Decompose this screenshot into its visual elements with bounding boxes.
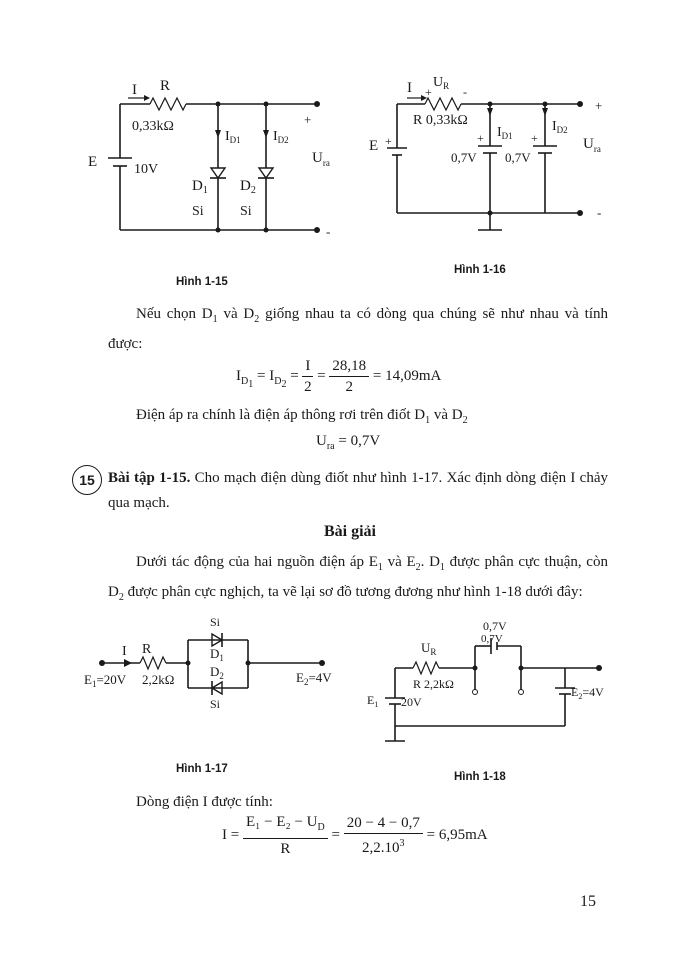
fig15-label-resistor: R (160, 78, 171, 94)
fig16-label-v2-plus: + (531, 131, 538, 145)
fig15-label-source: E (88, 154, 98, 170)
fig17-label-si-bot: Si (210, 697, 221, 711)
figure-1-17-circuit (84, 612, 353, 717)
fig17-label-d2: $D_2$ (210, 664, 224, 681)
figure-1-17-caption: Hình 1-17 (176, 763, 228, 775)
fig16-label-v1: 0,7V (451, 150, 477, 165)
fig18-label-resistor: R 2,2kΩ (413, 677, 454, 691)
fig15-label-minus: - (326, 224, 331, 239)
figure-1-15-circuit (80, 70, 350, 255)
fig16-label-ura: $U_{ra}$ (583, 136, 601, 154)
equation-ura: $U_{ra} = 0,7V$ (316, 433, 381, 452)
fig15-label-si1: Si (192, 204, 204, 219)
fig17-label-d1: $D_1$ (210, 646, 224, 663)
fig15-label-voltage: 10V (134, 162, 159, 177)
fig16-label-v2: 0,7V (505, 150, 531, 165)
exercise-statement: Bài tập 1-15. Cho mạch điện dùng điốt như hình 1-17. Xác định dòng điện I chảy qua mạch. (108, 470, 608, 511)
fig16-label-plus: + (595, 98, 603, 113)
exercise-title: Bài tập 1-15. (108, 470, 191, 486)
fig15-label-resistance: 0,33kΩ (132, 119, 174, 134)
fig15-label-plus: + (304, 112, 312, 127)
fig18-label-e2: $E_2=4V$ (571, 685, 604, 701)
fig16-label-source-plus: + (385, 134, 392, 148)
fig17-label-e1: $E_1=20V$ (84, 672, 127, 689)
fig16-label-ur-minus: - (463, 85, 467, 99)
paragraph-2: Điện áp ra chính là điện áp thông rơi trên điốt $D_1$ và $D_2$ (136, 407, 468, 426)
figure-1-15-caption: Hình 1-15 (176, 276, 228, 288)
figure-1-16-caption: Hình 1-16 (454, 264, 506, 276)
page-number: 15 (580, 893, 596, 910)
fig17-label-e2: $E_2=4V$ (296, 670, 332, 687)
figure-1-18-circuit (365, 616, 630, 751)
equation-current: I = $\frac{E_1 - E_2 - U_D}{R}$ = $\frac{20 - 4 - 0,7}{2,2.10^3}$ = 6,95mA (222, 814, 488, 857)
fig15-label-si2: Si (240, 204, 252, 219)
solution-heading: Bài giải (323, 523, 376, 540)
fig17-label-si-top: Si (210, 615, 221, 629)
fig18-label-e1-val: 20V (401, 695, 422, 709)
fig16-label-id1: $I_{D1}$ (497, 125, 513, 141)
fig17-label-resistance: 2,2kΩ (142, 672, 175, 687)
fig15-label-d2: $D_2$ (240, 178, 256, 196)
fig16-label-minus: - (597, 205, 602, 220)
figure-1-18-caption: Hình 1-18 (454, 771, 506, 783)
fig16-label-id2: $I_{D2}$ (552, 119, 568, 135)
exercise-number-badge: 15 (72, 465, 102, 495)
fig15-label-id1: $I_{D1}$ (225, 129, 241, 145)
paragraph-3: Dưới tác động của hai nguồn điện áp $E_1$ và $E_2$. $D_1$ được phân cực thuận, còn $D_2$ được phân cực nghịch, ta vẽ lại sơ đồ tương đương như hình 1-18 dưới đây: (108, 554, 608, 603)
paragraph-4: Dòng điện I được tính: (136, 794, 273, 810)
fig18-label-ud: 0,7V (483, 619, 507, 633)
fig16-label-source: E (369, 138, 379, 154)
fig17-label-resistor: R (142, 642, 152, 657)
fig15-label-id2: $I_{D2}$ (273, 129, 289, 145)
fig18-label-ud-plus: 0,7V (481, 633, 503, 645)
fig15-label-d1: $D_1$ (192, 178, 208, 196)
fig18-label-ur: $U_R$ (421, 640, 437, 657)
paragraph-1: Nếu chọn $D_1$ và $D_2$ giống nhau ta có dòng qua chúng sẽ như nhau và tính được: (108, 306, 608, 352)
fig18-label-e1: $E_1$ (367, 693, 379, 709)
equation-id: $I_{D_1} = I_{D_2}$ = $\frac{I}{2}$ = $\frac{28,18}{2}$ = 14,09mA (236, 358, 442, 395)
fig16-label-v1-plus: + (477, 131, 484, 145)
fig16-label-ur: $U_R$ (433, 75, 450, 91)
fig16-label-resistor: R 0,33kΩ (413, 113, 468, 128)
fig15-label-ura: $U_{ra}$ (312, 150, 330, 168)
figure-1-16-circuit (365, 70, 630, 245)
fig15-label-current: I (132, 82, 137, 98)
fig16-label-ur-plus: + (425, 85, 432, 99)
fig16-label-current: I (407, 80, 412, 96)
fig17-label-current: I (122, 644, 127, 659)
